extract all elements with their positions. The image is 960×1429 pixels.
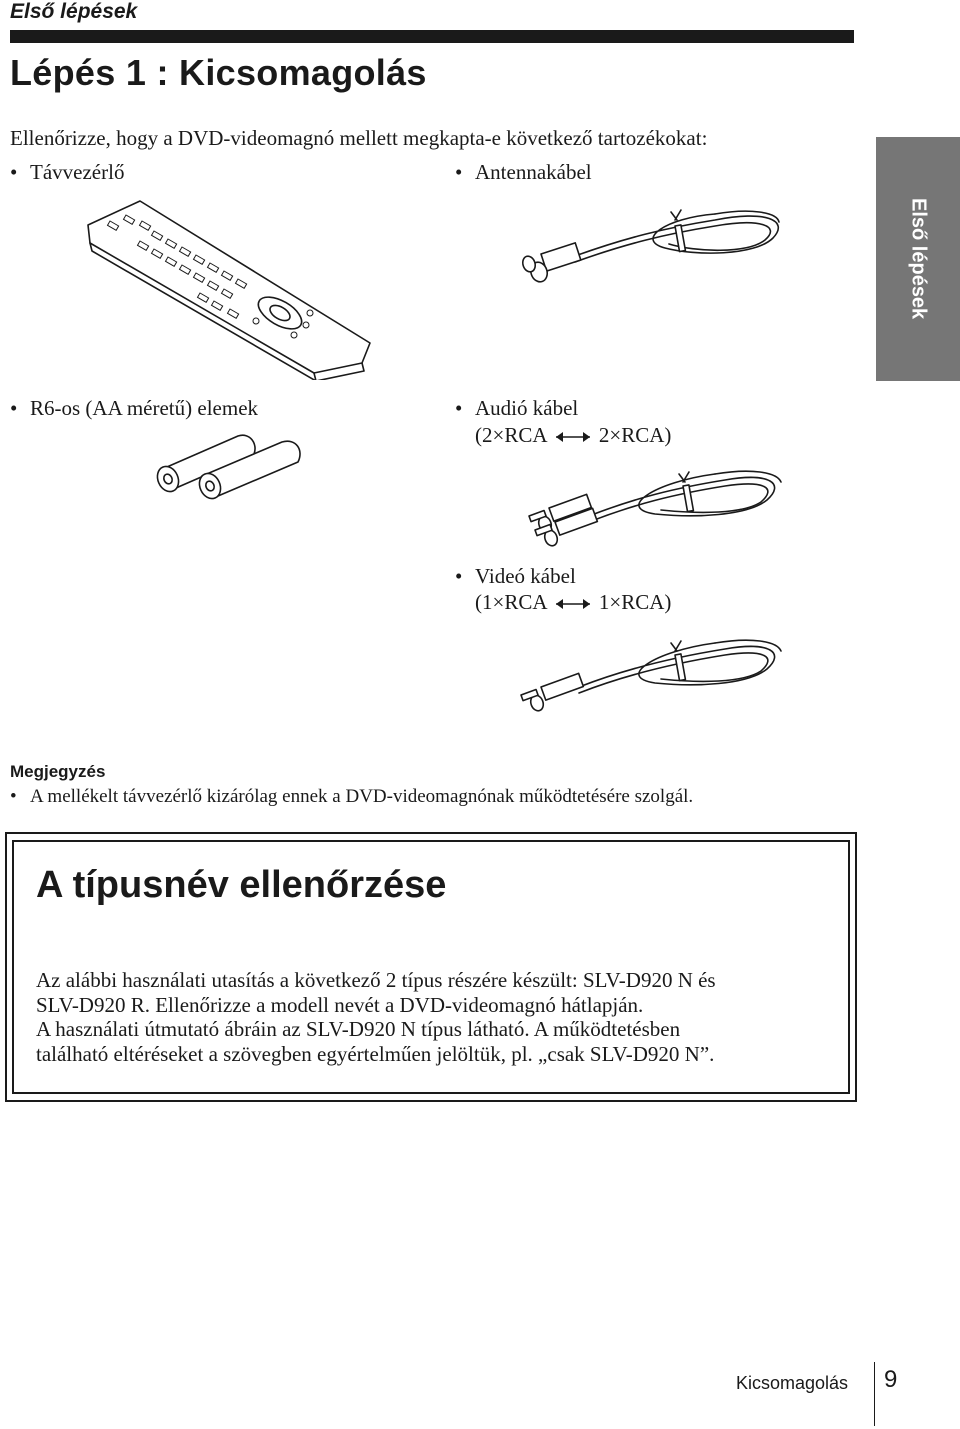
model-box-line: A használati útmutató ábráin az SLV-D920 N típus látható. A működtetésben — [36, 1017, 681, 1041]
item-antenna: • Antennakábel — [455, 160, 592, 184]
item-video-cable-label: Videó kábel — [475, 564, 576, 588]
model-box-title: A típusnév ellenőrzése — [36, 864, 447, 906]
item-batteries: • R6-os (AA méretű) elemek — [10, 396, 259, 420]
note-text: A mellékelt távvezérlő kizárólag ennek a DVD-videomagnónak működtetésére szolgál. — [30, 786, 694, 807]
side-tab-label: Első lépések — [907, 198, 930, 320]
item-video-cable: • Videó kábel — [455, 564, 576, 588]
section-header: Első lépések — [10, 0, 138, 23]
video-cable-spec — [475, 590, 671, 615]
item-remote-label: Távvezérlő — [30, 160, 125, 184]
page-title: Lépés 1 : Kicsomagolás — [10, 52, 427, 93]
audio-cable-illustration — [515, 458, 790, 558]
model-box-body — [36, 968, 836, 1066]
note-title: Megjegyzés — [10, 762, 106, 781]
audio-spec-left: (2×RCA — [475, 423, 547, 447]
video-spec-left: (1×RCA — [475, 590, 547, 614]
item-audio-cable: • Audió kábel — [455, 396, 579, 420]
item-remote: • Távvezérlő — [10, 160, 125, 184]
item-batteries-label: R6-os (AA méretű) elemek — [30, 396, 259, 420]
footer-divider — [874, 1362, 875, 1426]
item-audio-cable-label: Audió kábel — [475, 396, 579, 420]
page-number: 9 — [884, 1366, 898, 1393]
video-cable-illustration — [515, 625, 790, 720]
double-arrow-icon — [554, 430, 592, 444]
model-box-line: Az alábbi használati utasítás a következő 2 típus részére készült: SLV-D920 N és — [36, 968, 716, 992]
antenna-cable-illustration — [515, 198, 790, 298]
intro-text: Ellenőrizze, hogy a DVD-videomagnó mellett megkapta-e következő tartozékokat: — [10, 126, 708, 150]
model-box-line: található eltéréseket a szövegben egyértelműen jelöltük, pl. „csak SLV-D920 N”. — [36, 1041, 715, 1066]
note-item: • A mellékelt távvezérlő kizárólag ennek a DVD-videomagnónak működtetésére szolgál. — [10, 786, 694, 807]
side-tab — [876, 137, 960, 381]
item-antenna-label: Antennakábel — [475, 160, 592, 184]
footer-section-label: Kicsomagolás — [736, 1373, 849, 1393]
audio-cable-spec — [475, 423, 671, 448]
remote-control-illustration — [80, 195, 380, 380]
header-rule — [10, 30, 854, 43]
video-spec-right: 1×RCA) — [598, 590, 672, 614]
batteries-illustration — [150, 430, 310, 505]
model-box-line: SLV-D920 R. Ellenőrizze a modell nevét a DVD-videomagnó hátlapján. — [36, 992, 644, 1017]
audio-spec-right: 2×RCA) — [598, 423, 672, 447]
double-arrow-icon — [554, 597, 592, 611]
